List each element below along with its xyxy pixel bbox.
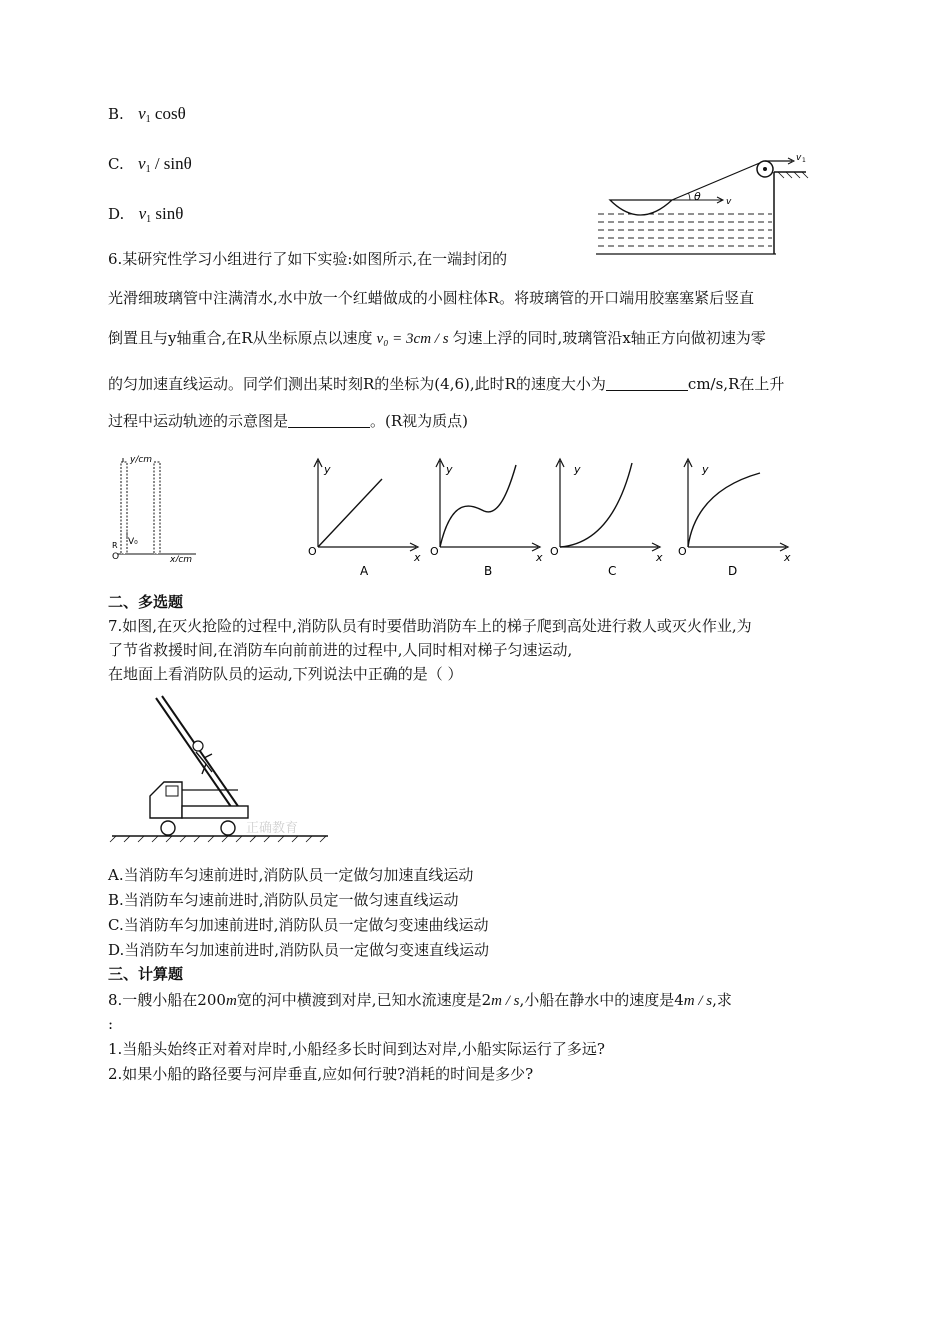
theta-arc <box>689 193 691 200</box>
q6-trajectory-graphs <box>300 455 810 580</box>
q5-option-d: D. $v_1$ sinθ <box>108 204 184 225</box>
q5-option-b: B. $v_1$ cosθ <box>108 104 186 125</box>
graph-b-origin: O <box>430 545 439 558</box>
bank-hatch <box>778 172 808 178</box>
q6-line5: 过程中运动轨迹的示意图是 。(R视为质点) <box>108 412 469 430</box>
graph-a <box>308 459 421 578</box>
tube-label-v0: V₀ <box>128 537 138 547</box>
ground-hatch <box>110 836 326 842</box>
cab-window <box>166 786 178 796</box>
tube-right <box>154 462 160 554</box>
graph-c-origin: O <box>550 545 559 558</box>
rear-wheel <box>221 821 235 835</box>
rope <box>672 162 762 200</box>
graph-d-label-x: x <box>784 551 791 564</box>
tube-label-y: y/cm <box>130 455 153 465</box>
graph-a-curve <box>318 479 382 547</box>
q6-line4: 的匀加速直线运动。同学们测出某时刻R的坐标为(4,6),此时R的速度大小为 cm/s,R在上升 <box>108 375 785 393</box>
graph-a-label-y: y <box>324 463 331 476</box>
q6-answer-blank-2[interactable] <box>288 411 370 428</box>
section-title-multiple-choice: 二、多选题 <box>108 593 184 611</box>
firefighter-head <box>193 741 203 751</box>
graph-a-label-x: x <box>414 551 421 564</box>
boat <box>610 200 672 215</box>
water-lines <box>598 214 772 246</box>
q8-sub1: 1.当船头始终正对着对岸时,小船经多长时间到达对岸,小船实际运行了多远? <box>108 1040 605 1058</box>
pulley-axle <box>763 167 767 171</box>
q7-option-d: D.当消防车匀加速前进时,消防队员一定做匀变速直线运动 <box>108 941 490 959</box>
graph-d-letter: D <box>728 564 738 578</box>
graph-d-curve <box>688 473 760 547</box>
graph-b <box>430 459 543 578</box>
q8-sub2: 2.如果小船的路径要与河岸垂直,应如何行驶?消耗的时间是多少? <box>108 1065 534 1083</box>
label-theta: θ <box>694 190 701 203</box>
graph-d-label-y: y <box>702 463 709 476</box>
graph-c-label-y: y <box>574 463 581 476</box>
tube-label-r: R <box>112 541 118 550</box>
graph-d <box>678 459 791 578</box>
q6-tube-figure <box>108 452 208 562</box>
tube-left <box>121 462 127 554</box>
q8-intro: 8.一艘小船在200m宽的河中横渡到对岸,已知水流速度是2m / s,小船在静水中的速度是4m / s,求 <box>108 991 732 1009</box>
graph-d-origin: O <box>678 545 687 558</box>
q6-line1: 6.某研究性学习小组进行了如下实验:如图所示,在一端封闭的 <box>108 250 508 268</box>
q5-option-c: C. $v_1$ / sinθ <box>108 154 192 175</box>
q6-answer-blank-1[interactable] <box>606 374 688 391</box>
q7-option-b: B.当消防车匀速前进时,消防队员定一做匀速直线运动 <box>108 891 459 909</box>
graph-a-letter: A <box>360 564 369 578</box>
q7-line3: 在地面上看消防队员的运动,下列说法中正确的是（ ） <box>108 665 463 683</box>
q8-colon: : <box>108 1015 114 1033</box>
graph-b-label-x: x <box>536 551 543 564</box>
q7-option-a: A.当消防车匀速前进时,消防队员一定做匀加速直线运动 <box>108 866 474 884</box>
label-v1: v <box>796 153 802 163</box>
q7-line2: 了节省救援时间,在消防车向前前进的过程中,人同时相对梯子匀速运动, <box>108 641 573 659</box>
label-v: v <box>726 197 732 207</box>
front-wheel <box>161 821 175 835</box>
q7-line1: 7.如图,在灭火抢险的过程中,消防队员有时要借助消防车上的梯子爬到高处进行救人或灭火作业,为 <box>108 617 752 635</box>
watermark-text: 正确教育 <box>246 821 299 836</box>
q6-line2: 光滑细玻璃管中注满清水,水中放一个红蜡做成的小圆柱体R。将玻璃管的开口端用胶塞塞紧后竖直 <box>108 289 755 307</box>
label-v1-sub: 1 <box>802 157 806 164</box>
section-title-calculation: 三、计算题 <box>108 965 184 983</box>
graph-c-curve <box>560 463 632 547</box>
graph-c-letter: C <box>608 564 617 578</box>
q6-line3: 倒置且与y轴重合,在R从坐标原点以速度 v₀ = 3cm / s 匀速上浮的同时,玻璃管沿x轴正方向做初速为零 <box>108 329 766 347</box>
graph-b-letter: B <box>484 564 493 578</box>
truck-bed <box>182 806 248 818</box>
graph-b-label-y: y <box>446 463 453 476</box>
q7-option-c: C.当消防车匀加速前进时,消防队员一定做匀变速曲线运动 <box>108 916 489 934</box>
tube-label-x: x/cm <box>170 555 193 562</box>
q7-firetruck-figure <box>108 690 338 850</box>
graph-a-origin: O <box>308 545 317 558</box>
q6-velocity-formula: v₀ = 3cm / s <box>376 331 449 347</box>
graph-c <box>550 459 663 578</box>
graph-c-label-x: x <box>656 551 663 564</box>
tube-label-o: O <box>112 552 120 562</box>
q5-boat-pulley-figure <box>592 142 812 260</box>
graph-b-curve <box>440 465 516 547</box>
